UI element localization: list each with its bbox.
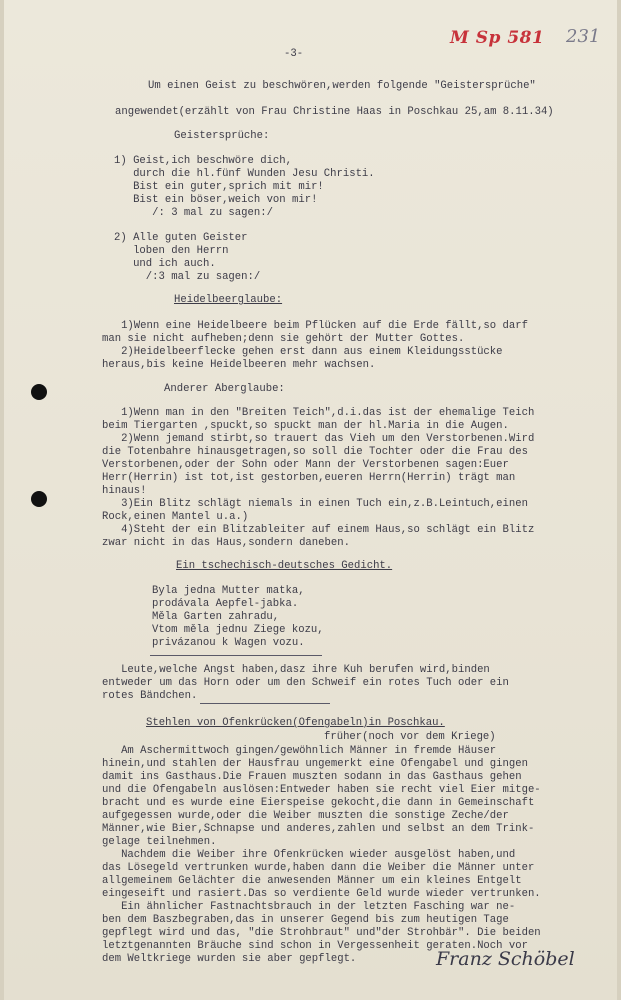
ofen-line: bracht und es wurde eine Eierspeise gekocht,die dann in Gemeinschaft bbox=[102, 797, 535, 809]
kuh-line: entweder um das Horn oder um den Schweif ein rotes Tuch oder ein bbox=[102, 677, 509, 689]
folio-number: 231 bbox=[566, 26, 601, 47]
ofen-line: gepflegt wird und das, "die Strohbraut" und"der Strohbär". Die beiden bbox=[102, 927, 541, 939]
aber-line: 4)Steht der ein Blitzableiter auf einem Haus,so schlägt ein Blitz bbox=[102, 524, 535, 536]
spell-1-line: /: 3 mal zu sagen:/ bbox=[114, 207, 273, 219]
aber-line: beim Tiergarten ,spuckt,so spuckt man der hl.Maria in die Augen. bbox=[102, 420, 509, 432]
ofen-subheading: früher(noch vor dem Kriege) bbox=[324, 731, 496, 743]
page-edge-right bbox=[617, 0, 621, 1000]
aber-line: Verstorbenen,oder der Sohn oder Mann der Verstorbenen sagen:Euer bbox=[102, 459, 509, 471]
ofen-line: allgemeinem Gelächter die anwesenden Männer um ein kleines Entgelt bbox=[102, 875, 522, 887]
aber-line: zwar nicht in das Haus,sondern daneben. bbox=[102, 537, 350, 549]
gedicht-line: Vtom měla jednu Ziege kozu, bbox=[152, 624, 324, 636]
kuh-line: Leute,welche Angst haben,dasz ihre Kuh berufen wird,binden bbox=[102, 664, 490, 676]
archive-mark: M Sp 581 bbox=[450, 28, 545, 48]
spell-1-line: 1) Geist,ich beschwöre dich, bbox=[114, 155, 293, 167]
ofen-line: Ein ähnlicher Fastnachtsbrauch in der letzten Fasching war ne- bbox=[102, 901, 516, 913]
heidel-heading: Heidelbeerglaube: bbox=[174, 294, 283, 306]
punch-hole-lower bbox=[31, 491, 47, 507]
heidel-line: 1)Wenn eine Heidelbeere beim Pflücken auf die Erde fällt,so darf bbox=[102, 320, 528, 332]
aber-line: Rock,einen Mantel u.a.) bbox=[102, 511, 249, 523]
kuh-line: rotes Bändchen. bbox=[102, 690, 198, 702]
heidel-line: 2)Heidelbeerflecke gehen erst dann aus einem Kleidungsstücke bbox=[102, 346, 503, 358]
aber-line: 2)Wenn jemand stirbt,so trauert das Vieh um den Verstorbenen.Wird bbox=[102, 433, 535, 445]
spell-1-line: Bist ein böser,weich von mir! bbox=[114, 194, 318, 206]
page-number: -3- bbox=[284, 48, 304, 60]
ofen-line: und die Ofengabeln auslösen:Entweder haben sie recht viel Eier mitge- bbox=[102, 784, 541, 796]
aber-heading: Anderer Aberglaube: bbox=[164, 383, 285, 395]
spell-1-line: Bist ein guter,sprich mit mir! bbox=[114, 181, 324, 193]
ofen-line: ben dem Baszbegraben,das in unserer Gegend bis zum heutigen Tage bbox=[102, 914, 509, 926]
ofen-line: das Lösegeld vertrunken wurde,haben dann die Weiber die Männer unter bbox=[102, 862, 535, 874]
ofen-line: Männer,wie Bier,Schnapse und anderes,zahlen und selbst an dem Trink- bbox=[102, 823, 535, 835]
spell-2-line: und ich auch. bbox=[114, 258, 216, 270]
gedicht-line: Byla jedna Mutter matka, bbox=[152, 585, 305, 597]
heidel-line: man sie nicht aufheben;denn sie gehört der Mutter Gottes. bbox=[102, 333, 465, 345]
handwritten-signature: Franz Schöbel bbox=[436, 948, 575, 970]
divider-line bbox=[200, 703, 330, 704]
aber-line: die Totenbahre hinausgetragen,so soll die Tochter oder die Frau des bbox=[102, 446, 528, 458]
gedicht-heading: Ein tschechisch-deutsches Gedicht. bbox=[176, 560, 393, 572]
geister-heading: Geistersprüche: bbox=[174, 130, 270, 142]
aber-line: 3)Ein Blitz schlägt niemals in einen Tuch ein,z.B.Leintuch,einen bbox=[102, 498, 528, 510]
spell-2-line: loben den Herrn bbox=[114, 245, 229, 257]
aber-line: hinaus! bbox=[102, 485, 147, 497]
ofen-line: dem Weltkriege wurden sie aber gepflegt. bbox=[102, 953, 357, 965]
spell-2-line: /:3 mal zu sagen:/ bbox=[114, 271, 261, 283]
aber-line: 1)Wenn man in den "Breiten Teich",d.i.das ist der ehemalige Teich bbox=[102, 407, 535, 419]
ofen-line: letztgenannten Bräuche sind schon in Vergessenheit geraten.Noch vor bbox=[102, 940, 528, 952]
punch-hole-upper bbox=[31, 384, 47, 400]
heidel-line: heraus,bis keine Heidelbeeren mehr wachsen. bbox=[102, 359, 376, 371]
aber-line: Herr(Herrin) ist tot,ist gestorben,eueren Herrn(Herrin) trägt man bbox=[102, 472, 516, 484]
spell-2-line: 2) Alle guten Geister bbox=[114, 232, 248, 244]
spell-1-line: durch die hl.fünf Wunden Jesu Christi. bbox=[114, 168, 375, 180]
ofen-line: damit ins Gasthaus.Die Frauen muszten sodann in das Gasthaus gehen bbox=[102, 771, 522, 783]
ofen-line: hinein,und stahlen der Hausfrau ungemerkt eine Ofengabel und gingen bbox=[102, 758, 528, 770]
ofen-heading: Stehlen von Ofenkrücken(Ofengabeln)in Poschkau. bbox=[146, 717, 445, 729]
ofen-line: eingeseift und rasiert.Das so verdiente Geld wurde wieder vertrunken. bbox=[102, 888, 541, 900]
gedicht-line: prodávala Aepfel-jabka. bbox=[152, 598, 299, 610]
page-edge-left bbox=[0, 0, 4, 1000]
intro-line-1: Um einen Geist zu beschwören,werden folgende "Geistersprüche" bbox=[148, 80, 536, 92]
gedicht-line: privázanou k Wagen vozu. bbox=[152, 637, 305, 649]
gedicht-line: Měla Garten zahradu, bbox=[152, 611, 280, 623]
ofen-line: gelage teilnehmen. bbox=[102, 836, 217, 848]
ofen-line: aufgegessen wurde,oder die Weiber muszten die sonstige Zeche/der bbox=[102, 810, 509, 822]
ofen-line: Nachdem die Weiber ihre Ofenkrücken wieder ausgelöst haben,und bbox=[102, 849, 516, 861]
intro-line-2: angewendet(erzählt von Frau Christine Haas in Poschkau 25,am 8.11.34) bbox=[115, 106, 554, 118]
ofen-line: Am Aschermittwoch gingen/gewöhnlich Männer in fremde Häuser bbox=[102, 745, 497, 757]
divider-line bbox=[150, 655, 322, 656]
